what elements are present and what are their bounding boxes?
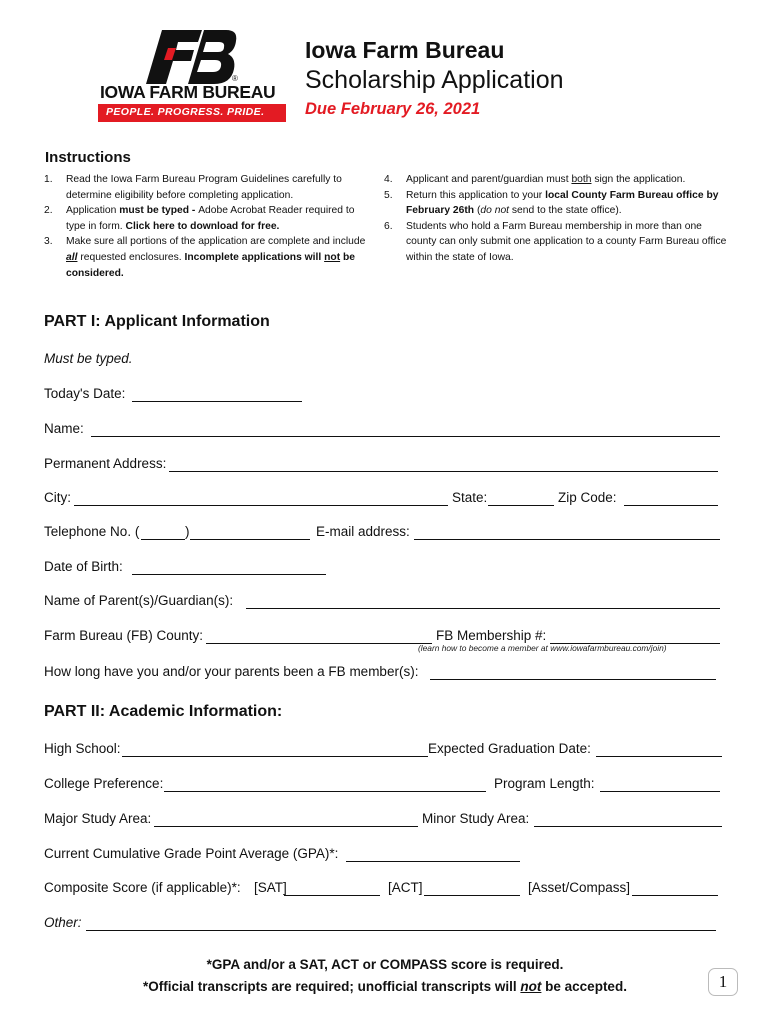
instructions-right-column (384, 172, 734, 266)
instruction-text: Application (66, 205, 120, 217)
todays-date-label: Today's Date: (44, 386, 126, 401)
instruction-emphasis: both (571, 174, 592, 185)
composite-score-row (44, 879, 720, 899)
fb-county-field[interactable] (206, 628, 432, 644)
instruction-item (384, 172, 734, 188)
instruction-number: 5. (384, 189, 393, 201)
logo-wordmark: IOWA FARM BUREAU (100, 82, 276, 102)
part2-heading: PART II: Academic Information: (44, 703, 283, 720)
permanent-address-label: Permanent Address: (44, 456, 167, 471)
fb-membership-label: FB Membership #: (436, 628, 547, 643)
parents-guardians-label: Name of Parent(s)/Guardian(s): (44, 593, 234, 608)
asset-compass-label: [Asset/Compass] (528, 880, 631, 895)
instruction-emphasis: not (324, 251, 341, 263)
parents-row (44, 592, 720, 612)
gpa-field[interactable] (346, 846, 520, 862)
college-preference-field[interactable] (164, 776, 486, 792)
email-field[interactable] (414, 524, 720, 540)
city-field[interactable] (74, 490, 448, 506)
act-field[interactable] (424, 880, 520, 896)
instruction-text: Return this application to your (406, 189, 546, 201)
city-state-zip-row (44, 489, 720, 509)
instructions-left-column (44, 172, 374, 281)
instruction-emphasis: be considered. (66, 251, 356, 279)
instruction-number: 6. (384, 220, 393, 232)
transcripts-note-text: *Official transcripts are required; unofficial transcripts will (143, 979, 521, 994)
instruction-item (44, 234, 374, 281)
date-of-birth-field[interactable] (132, 559, 326, 575)
instruction-text: Students who hold a Farm Bureau membership in more than one county can only submit one application to a county Farm Bureau office within the state of Iowa. (406, 220, 727, 263)
name-row (44, 420, 720, 440)
part1-heading: PART I: Applicant Information (44, 313, 270, 330)
high-school-row (44, 740, 720, 760)
instruction-emphasis: do not (480, 205, 510, 217)
name-field[interactable] (91, 421, 720, 437)
gpa-row (44, 845, 720, 865)
graduation-date-field[interactable] (596, 741, 722, 757)
major-study-area-label: Major Study Area: (44, 811, 152, 826)
logo-tagline: PEOPLE. PROGRESS. PRIDE. (98, 104, 286, 122)
telephone-paren: ) (185, 524, 190, 539)
todays-date-field[interactable] (132, 386, 302, 402)
registered-mark: ® (232, 74, 238, 83)
member-years-row (44, 663, 720, 683)
download-reader-link[interactable]: Click here to download for free. (125, 220, 280, 232)
transcripts-note (0, 979, 770, 994)
other-field[interactable] (86, 915, 716, 931)
member-years-field[interactable] (430, 664, 716, 680)
college-row (44, 775, 720, 795)
due-date: Due February 26, 2021 (305, 100, 481, 118)
transcripts-note-text: be accepted. (541, 979, 627, 994)
graduation-date-label: Expected Graduation Date: (428, 741, 591, 756)
farm-bureau-logo (98, 30, 286, 122)
score-required-note: *GPA and/or a SAT, ACT or COMPASS score is required. (206, 957, 564, 972)
program-length-field[interactable] (600, 776, 720, 792)
fb-membership-field[interactable] (550, 628, 720, 644)
asset-compass-field[interactable] (632, 880, 718, 896)
composite-score-label: Composite Score (if applicable)*: (44, 880, 241, 895)
city-label: City: (44, 490, 71, 505)
instruction-text: requested enclosures. (77, 251, 185, 263)
act-label: [ACT] (388, 880, 423, 895)
telephone-field[interactable] (190, 524, 310, 540)
instruction-text: ( (474, 205, 481, 217)
study-area-row (44, 810, 720, 830)
instruction-number: 3. (44, 236, 53, 248)
instruction-emphasis: local County Farm Bureau office by February 26th (406, 189, 719, 217)
gpa-label: Current Cumulative Grade Point Average (GPA)*: (44, 846, 339, 861)
zip-code-label: Zip Code: (558, 490, 617, 505)
phone-email-row (44, 523, 720, 543)
page-number: 1 (708, 968, 738, 996)
instructions-heading: Instructions (45, 149, 131, 166)
zip-code-field[interactable] (624, 490, 718, 506)
minor-study-area-field[interactable] (534, 811, 722, 827)
address-row (44, 455, 720, 475)
sat-field[interactable] (284, 880, 380, 896)
program-length-label: Program Length: (494, 776, 595, 791)
member-years-label: How long have you and/or your parents been a FB member(s): (44, 664, 419, 679)
fb-logo-mark-icon (146, 30, 238, 84)
instruction-item (44, 203, 374, 234)
instruction-text: Adobe Acrobat Reader required to type in form. (66, 205, 355, 232)
telephone-label: Telephone No. ( (44, 524, 140, 539)
instruction-text: sign the application. (591, 174, 686, 185)
must-be-typed-note: Must be typed. (44, 351, 133, 366)
major-study-area-field[interactable] (154, 811, 418, 827)
instruction-text: Applicant and parent/guardian must (406, 174, 572, 185)
area-code-field[interactable] (141, 524, 185, 540)
instruction-item (44, 172, 374, 203)
state-field[interactable] (488, 490, 554, 506)
instruction-item (384, 219, 734, 266)
dob-row (44, 558, 720, 578)
instruction-text: send to the state office). (509, 205, 622, 217)
instruction-text: Read the Iowa Farm Bureau Program Guidelines carefully to determine eligibility before completing application. (66, 174, 342, 201)
membership-hint-link[interactable]: (learn how to become a member at www.iowafarmbureau.com/join) (418, 643, 667, 653)
instruction-emphasis: Incomplete applications will (184, 251, 325, 263)
instruction-number: 2. (44, 205, 53, 217)
date-of-birth-label: Date of Birth: (44, 559, 123, 574)
instruction-text: Make sure all portions of the application are complete and include (66, 236, 366, 248)
org-title: Iowa Farm Bureau (305, 37, 505, 63)
title-block (305, 36, 564, 119)
instruction-number: 4. (384, 174, 393, 185)
instruction-item (384, 188, 734, 219)
other-label: Other: (44, 915, 82, 930)
permanent-address-field[interactable] (169, 456, 718, 472)
high-school-label: High School: (44, 741, 121, 756)
todays-date-row (44, 385, 720, 405)
email-label: E-mail address: (316, 524, 410, 539)
other-row (44, 914, 720, 934)
high-school-field[interactable] (122, 741, 428, 757)
instruction-number: 1. (44, 174, 53, 185)
fb-county-label: Farm Bureau (FB) County: (44, 628, 204, 643)
college-preference-label: College Preference: (44, 776, 164, 791)
state-label: State: (452, 490, 488, 505)
transcripts-note-emphasis: not (520, 979, 542, 994)
sat-label: [SAT] (254, 880, 287, 895)
instruction-emphasis: all (66, 251, 78, 263)
parents-guardians-field[interactable] (246, 593, 720, 609)
name-label: Name: (44, 421, 84, 436)
minor-study-area-label: Minor Study Area: (422, 811, 530, 826)
instruction-emphasis: must be typed - (119, 205, 199, 217)
form-title: Scholarship Application (305, 66, 564, 94)
